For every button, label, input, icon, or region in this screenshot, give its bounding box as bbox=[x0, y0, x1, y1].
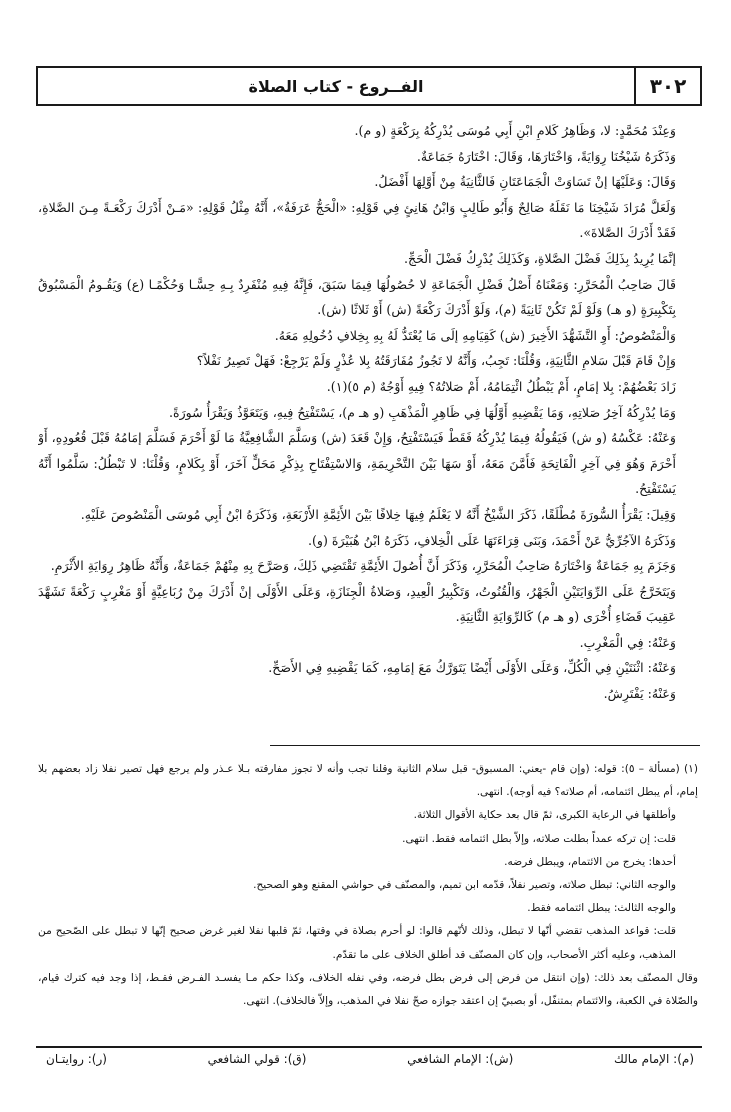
abbreviation-legend bbox=[40, 1052, 700, 1076]
legend-item: (ش): الإمام الشافعي bbox=[407, 1052, 514, 1066]
text-paragraph: زَادَ بَعْضُهُمْ: بِلا إمَامٍ، أَمْ يَبْطُلُ ائْتِمَامُهُ، أَمْ صَلاتُهُ؟ فِيهِ أَوْجُهٌ (م ٥)(١). bbox=[326, 378, 676, 394]
text-paragraph: وَعَنْهُ: اثْنَتَيْنِ فِي الْكُلِّ، وَعَلَى الأَوْلَى أَيْضًا يَتَوَرَّكُ مَعَ إمَامِهِ، كَمَا يَقْضِيهِ فِي الأَصَحِّ. bbox=[268, 660, 676, 676]
text-paragraph: وَعَنْهُ: فِي الْمَغْرِبِ. bbox=[579, 634, 676, 650]
text-paragraph: وَلَعَلَّ مُرَادَ شَيْخِنَا مَا نَقَلَهُ صَالِحٌ وَأَبُو طَالِبٍ وَابْنُ هَانِئٍ فِي قَوْلِهِ: «الْحَجُّ عَرَفَةُ»، أَنَّهُ مِثْلُ قَوْلِهِ: «مَـنْ أَدْرَكَ رَكْعَـةً مِـنَ الصَّلاةِ، فَقَدْ أَدْرَكَ الصَّلاةَ». bbox=[38, 199, 676, 241]
text-paragraph: وَذَكَرَهُ شَيْخُنَا رِوَايَةً، وَاخْتَارَهَا، وَقَالَ: اخْتَارَهُ جَمَاعَةٌ. bbox=[416, 148, 676, 164]
footnote-paragraph: والوجه الثاني: تبطل صلاته، وتصير نفلاً، قدّمه ابن تميم، والمصنّف في حواشي المقنع وهو الصحيح. bbox=[253, 879, 676, 892]
footnotes bbox=[38, 758, 698, 1038]
footnote-paragraph: وأطلقها في الرعاية الكبرى، ثمّ قال بعد حكاية الأقوال الثلاثة. bbox=[413, 809, 676, 822]
footnote-paragraph: قلت: إن تركه عمداً بطلت صلاته، وإلاّ بطل ائتمامه فقط. انتهى. bbox=[402, 832, 676, 845]
bottom-rule bbox=[36, 1046, 702, 1048]
legend-item: (ق): قولي الشافعي bbox=[207, 1052, 307, 1066]
text-paragraph: وَمَا يُدْرِكُهُ آخِرُ صَلاتِهِ، وَمَا يَقْضِيهِ أَوَّلُهَا فِي ظَاهِرِ الْمَذْهَبِ (و هـ م)، يَسْتَفْتِحُ فِيهِ، وَيَتَعَوَّذُ وَيَقْرَأُ سُورَةً. bbox=[168, 404, 676, 420]
text-paragraph: وَإِنْ قَامَ قَبْلَ سَلامِ الثَّانِيَةِ، وَقُلْنَا: تَجِبُ، وَأَنَّهُ لا تَجُوزُ مُفَارَقَتُهُ بِلا عُذْرٍ وَلَمْ يَرْجِعْ: فَهَلْ تَصِيرُ نَفْلاً؟ bbox=[196, 353, 676, 369]
text-paragraph: وَجَزَمَ بِهِ جَمَاعَةٌ وَاخْتَارَهُ صَاحِبُ الْمُحَرَّرِ، وَذَكَرَ أَنَّ أُصُولَ الأَئِمَّةِ تَقْتَضِي ذَلِكَ، وَصَرَّحَ بِهِ مِنْهُمْ جَمَاعَةٌ، وَأَنَّهُ ظَاهِرُ رِوَايَةِ الأَثْرَمِ. bbox=[50, 558, 676, 574]
running-title: الفــروع - كتاب الصلاة bbox=[248, 76, 424, 96]
legend-item: (م): الإمام مالك bbox=[613, 1052, 694, 1066]
legend-item: (ر): روايتـان bbox=[46, 1052, 107, 1066]
text-paragraph: وَعِنْدَ مُحَمَّدٍ: لا، وَظَاهِرُ كَلامِ ابْنِ أَبِي مُوسَى يُدْرِكُهُ بِرَكْعَةٍ (و م). bbox=[354, 123, 676, 138]
text-paragraph: وَعَنْهُ: عَكْسُهُ (و ش) فَيَقُولُهُ فِيمَا يُدْرِكُهُ فَقَطْ فَيَسْتَفْتِحُ، وَإِنْ قَعَدَ (ش) وَسَلَّمَ الشَّافِعِيَّةُ مَا لَوْ أَحْرَمَ فَسَلَّمَ إمَامُهُ قَبْلَ قُعُودِهِ، أَوْ أَحْرَمَ وَهُوَ فِي آخِرِ الْفَاتِحَةِ فَأَمَّنَ مَعَهُ، أَوْ سَهَا بَيْنَ التَّحْرِيمَةِ، وَالاسْتِفْتَاحِ بِذِكْرِ مَحَلٍّ آخَرَ، أَوْ بِكَلامٍ، وَقُلْنَا: لا تَبْطُلُ: سَلَّمُوا أَنَّهُ يَسْتَفْتِحُ. bbox=[38, 430, 676, 497]
main-text bbox=[38, 118, 698, 736]
footnote-paragraph: أحدها: يخرج من الائتمام، ويبطل فرضه. bbox=[504, 855, 676, 868]
footnote-paragraph: (١) (مسألة – ٥): قوله: (وإن قام -يعني: المسبوق- قبل سلام الثانية وقلنا تجب وأنه لا تجوز مفارقته بـلا عـذر ولم يرجع فهل تصير نفلا زاد بعضهم بلا إمام، أم يبطل ائتمامه، أم صلاته؟ فيه أوجه). انتهى. bbox=[38, 763, 698, 799]
page-number: ٣٠٢ bbox=[634, 68, 700, 104]
text-paragraph: وَالْمَنْصُوصُ: أَوِ التَّشَهُّدَ الأَخِيرَ (ش) كَقِيَامِهِ إلَى مَا يُعْتَدُّ لَهُ بِهِ بِخِلافِ دُخُولِهِ مَعَهُ. bbox=[274, 327, 676, 343]
text-paragraph: إنَّمَا يُرِيدُ بِذَلِكَ فَضْلَ الصَّلاةِ، وَكَذَلِكَ يُدْرِكُ فَضْلَ الْحَجِّ. bbox=[404, 250, 676, 266]
text-paragraph: قَالَ صَاحِبُ الْمُحَرَّرِ: وَمَعْنَاهُ أَصْلُ فَضْلِ الْجَمَاعَةِ لا حُصُولُهَا فِيمَا سَبَقَ، فَإِنَّهُ فِيهِ مُنْفَرِدٌ بِـهِ حِسًّـا وَحُكْمًـا (ع) وَيَقُـومُ الْمَسْبُوقُ بِتَكْبِيرَةٍ (و هـ) وَلَوْ لَمْ تَكُنْ ثَانِيَةً (م)، وَلَوْ أَدْرَكَ رَكْعَةً (ش) أَوْ ثَلاثًا (ش). bbox=[38, 276, 676, 318]
footnote-paragraph: قلت: قواعد المذهب تقضي أنّها لا تبطل، وذلك لأنّهم قالوا: لو أحرم بصلاة في وقتها، ثمّ قلبها نفلا لغير غرض صحيح إنّها لا تبطل على الصّحيح من المذهب، وعليه أكثر الأصحاب، وإن كان المصنّف قد أطلق الخلاف على ما تقدّم. bbox=[38, 925, 676, 961]
footnote-paragraph: والوجه الثالث: يبطل ائتمامه فقط. bbox=[527, 902, 676, 915]
page-header bbox=[36, 66, 702, 106]
text-paragraph: وَقِيلَ: يَقْرَأُ السُّورَةَ مُطْلَقًا، ذَكَرَ الشَّيْخُ أَنَّهُ لا يَعْلَمُ فِيهَا خِلافًا بَيْنَ الأَئِمَّةِ الأَرْبَعَةِ، وَذَكَرَهُ ابْنُ أَبِي مُوسَى الْمَنْصُوصَ عَلَيْهِ. bbox=[80, 506, 676, 522]
text-paragraph: وَقَالَ: وَعَلَيْهَا إنْ تَسَاوَتْ الْجَمَاعَتَانِ فَالثَّانِيَةُ مِنْ أَوَّلِهَا أَفْضَلُ. bbox=[374, 174, 676, 190]
text-paragraph: وَذَكَرَهُ الآجُرِّيُّ عَنْ أَحْمَدَ، وَبَنَى قِرَاءَتَهَا عَلَى الْخِلافِ، ذَكَرَهُ ابْنُ هُبَيْرَةَ (و). bbox=[307, 532, 676, 548]
footnote-separator bbox=[270, 745, 700, 746]
footnote-paragraph: وقال المصنّف بعد ذلك: (وإن انتقل من فرض إلى فرض بطل فرضه، وفي نفله الخلاف، وكذا حكم مـا يفسـد الفـرض فقـط، إذا وجد فيه كترك قيام، والصّلاة في الكعبة، والائتمام بمتنفّل، أو بصبيّ إن اعتقد جوازه صحّ نفلا في المذهب، وإلاّ فالخلاف). انتهى. bbox=[38, 971, 698, 1008]
text-paragraph: وَعَنْهُ: يَفْتَرِشُ. bbox=[603, 686, 676, 702]
text-paragraph: وَيَتَخَرَّجُ عَلَى الرِّوَايَتَيْنِ الْجَهْرُ، وَالْقُنُوتُ، وَتَكْبِيرُ الْعِيدِ، وَصَلاةُ الْجِنَازَةِ، وَعَلَى الأَوْلَى إنْ أَدْرَكَ مِنْ رُبَاعِيَّةٍ أَوْ مَغْرِبٍ رَكْعَةً تَشَهَّدَ عَقِيبَ قَضَاءِ أُخْرَى (و هـ م) كَالرِّوَايَةِ الثَّانِيَةِ. bbox=[38, 583, 676, 625]
